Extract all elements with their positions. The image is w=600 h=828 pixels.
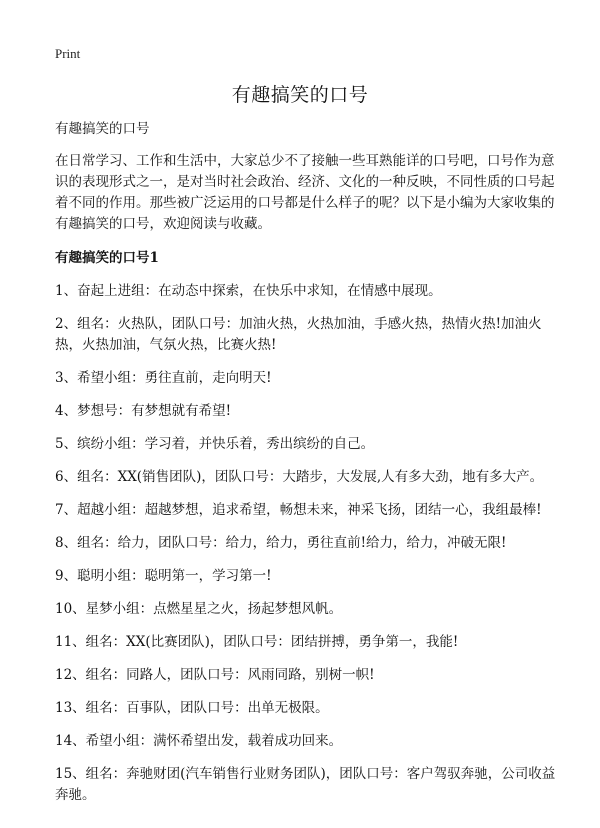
section-heading: 有趣搞笑的口号1 <box>55 250 159 266</box>
slogan-item: 1、奋起上进组：在动态中探索，在快乐中求知，在情感中展现。 <box>55 283 442 299</box>
slogan-item: 5、缤纷小组：学习着，并快乐着，秀出缤纷的自己。 <box>55 436 375 452</box>
slogan-item: 7、超越小组：超越梦想，追求希望，畅想未来，神采飞扬，团结一心，我组最棒! <box>55 502 542 518</box>
article-body <box>55 119 560 818</box>
slogan-item: 4、梦想号：有梦想就有希望! <box>55 403 232 419</box>
intro-paragraph: 在日常学习、工作和生活中，大家总少不了接触一些耳熟能详的口号吧，口号作为意识的表现形式之一，是对当时社会政治、经济、文化的一种反映，不同性质的口号起着不同的作用。那些被广泛运用的口号都是什么样子的呢？以下是小编为大家收集的有趣搞笑的口号，欢迎阅读与收藏。 <box>55 153 555 232</box>
slogan-item: 2、组名：火热队，团队口号：加油火热，火热加油，手感火热，热情火热!加油火热，火热加油，气氛火热，比赛火热! <box>55 316 542 353</box>
slogan-item: 6、组名：XX(销售团队)，团队口号：大踏步，大发展,人有多大劲，地有多大产。 <box>55 469 544 485</box>
slogan-item: 12、组名：同路人，团队口号：风雨同路，别树一帜! <box>55 667 375 683</box>
slogan-item: 13、组名：百事队，团队口号：出单无极限。 <box>55 700 329 716</box>
print-link[interactable]: Print <box>55 46 81 61</box>
slogan-item: 8、组名：给力，团队口号：给力，给力，勇往直前!给力，给力，冲破无限! <box>55 535 507 551</box>
slogan-item: 14、希望小组：满怀希望出发，载着成功回来。 <box>55 733 343 749</box>
slogan-item: 10、星梦小组：点燃星星之火，扬起梦想风帆。 <box>55 601 343 617</box>
slogan-item: 15、组名：奔驰财团(汽车销售行业财务团队)，团队口号：客户驾驭奔驰，公司收益奔驰。 <box>55 766 556 803</box>
slogan-item: 11、组名：XX(比赛团队)，团队口号：团结拼搏，勇争第一，我能! <box>55 634 459 650</box>
page-title: 有趣搞笑的口号 <box>231 84 369 106</box>
slogan-item: 9、聪明小组：聪明第一，学习第一! <box>55 568 272 584</box>
slogan-item: 3、希望小组：勇往直前，走向明天! <box>55 370 272 386</box>
article-subtitle: 有趣搞笑的口号 <box>55 121 150 137</box>
